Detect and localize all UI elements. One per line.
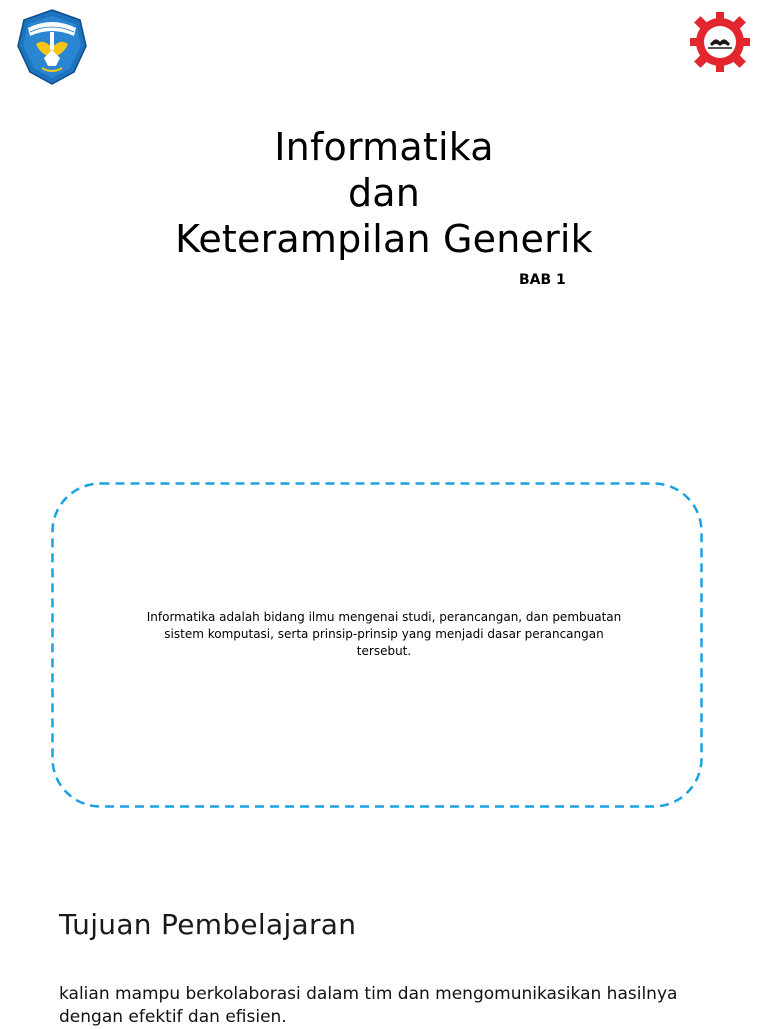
title-line-2: dan <box>347 171 421 215</box>
learning-goals-heading: Tujuan Pembelajaran <box>59 908 357 941</box>
definition-text: Informatika adalah bidang ilmu mengenai studi, perancangan, dan pembuatan sistem komputasi, serta prinsip-prinsip yang menjadi dasar perancangan tersebut. <box>146 610 622 658</box>
seamolec-logo <box>684 8 756 88</box>
learning-goals-text: kalian mampu berkolaborasi dalam tim dan mengomunikasikan hasilnya dengan efektif dan efisien. <box>59 984 678 1027</box>
tut-wuri-handayani-logo <box>14 8 90 86</box>
title-line-3: Keterampilan Generik <box>175 217 593 261</box>
title-line-1: Informatika <box>274 125 494 169</box>
chapter-label: BAB 1 <box>519 272 566 288</box>
